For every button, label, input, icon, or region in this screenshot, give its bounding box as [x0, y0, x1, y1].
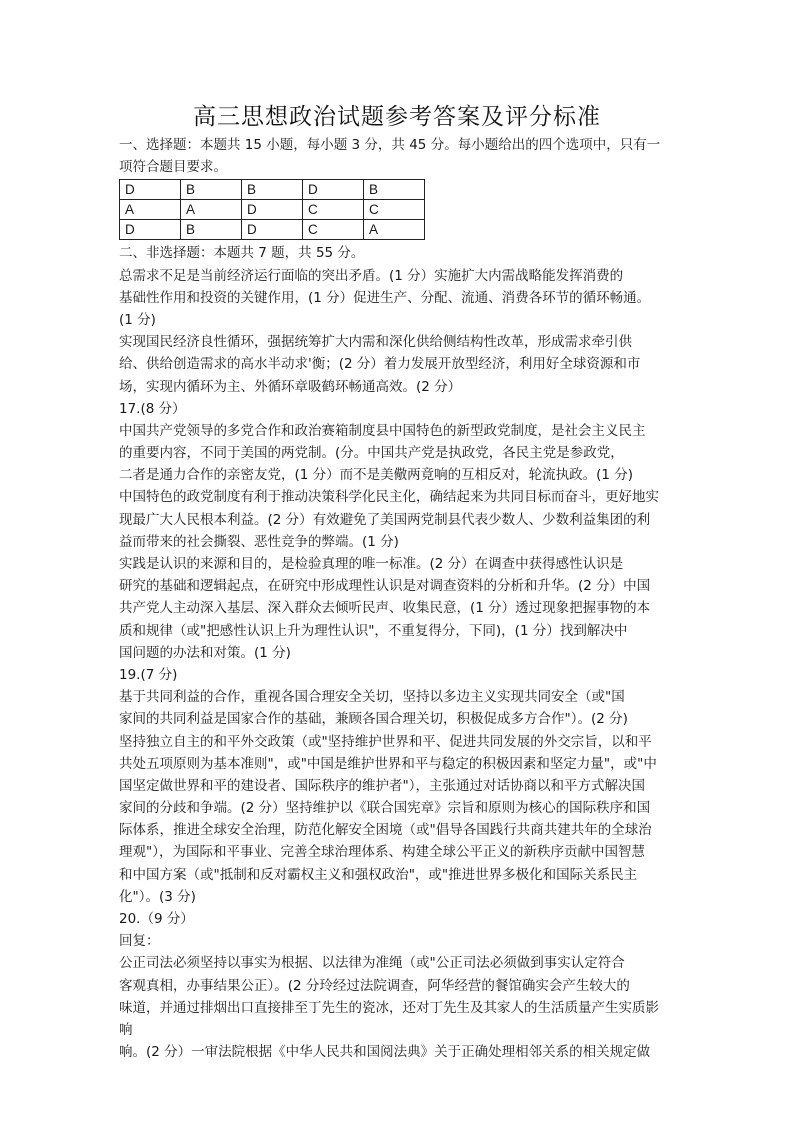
text-line: 给、供给创造需求的高水半动求'衡；(2 分）着力发展开放型经济，利用好全球资源和市 — [119, 356, 641, 373]
multiple-choice-answer-table — [119, 179, 425, 240]
text-line: 国坚定做世界和平的建设者、国际秩序的维护者"），主张通过对话协商以和平方式解决国 — [119, 777, 645, 794]
answer-cell: B — [364, 180, 425, 200]
text-line: 现最广大人民根本利益。(2 分）有效避免了美国两党制县代表少数人、少数利益集团的利 — [119, 511, 651, 528]
text-line: 际体系，推进全球安全治理，防范化解安全困境（或"倡导各国践行共商共建共年的全球治 — [119, 822, 652, 839]
answer-cell: A — [364, 220, 425, 240]
text-line: (1 分) — [119, 311, 156, 328]
text-line: 共产党人主动深入基层、深入群众去倾听民声、收集民意，(1 分）透过现象把握事物的本 — [119, 600, 651, 617]
text-line: 家间的共同利益是国家合作的基础，兼顾各国合理关切，积极促成多方合作"）。(2 分) — [119, 711, 628, 728]
text-line: 实现国民经济良性循环，强据统筹扩大内需和深化供给侧结构性改革，形成需求牵引供 — [119, 334, 632, 351]
answer-cell: B — [242, 180, 303, 200]
section1-heading-line1: 一、选择题：本题共 15 小题，每小题 3 分，共 45 分。每小题给出的四个选项中，只有一 — [119, 137, 661, 153]
text-line: 和中国方案（或"抵制和反对霸权主义和强权政治"，或"推进世界多极化和国际关系民主 — [119, 866, 638, 883]
text-line: 国问题的办法和对策。(1 分) — [119, 644, 291, 661]
text-line: 理观"），为国际和平事业、完善全球治理体系、构建全球公平正义的新秩序贡献中国智慧 — [119, 844, 645, 861]
text-line: 质和规律（或"把感性认识上升为理性认识"，不重复得分，下同)，(1 分）找到解决中 — [119, 622, 628, 639]
text-line: 响 — [119, 1021, 133, 1038]
text-line: 20.（9 分） — [119, 911, 194, 927]
text-line: 的重要内容，不同于美国的两党制。(分。中国共产党是执政党，各民主党是参政党， — [119, 445, 624, 462]
text-line: 中国特色的政党制度有利于推动决策科学化民主化，确结起来为共同目标而奋斗，更好地实 — [119, 489, 659, 506]
answer-cell: C — [303, 220, 364, 240]
table-row — [120, 180, 425, 200]
answer-cell: D — [242, 200, 303, 220]
text-line: 客观真相，办事结果公正）。(2 分玲经过法院调查，阿华经营的餐馆确实会产生较大的 — [119, 977, 630, 994]
text-line: 研究的基础和逻辑起点，在研究中形成理性认识是对调查资料的分析和升华。(2 分）中国 — [119, 578, 651, 595]
text-line: 二、非选择题：本题共 7 题，共 55 分。 — [119, 245, 365, 262]
answer-cell: C — [303, 200, 364, 220]
answer-cell: A — [181, 200, 242, 220]
table-row — [120, 200, 425, 220]
section2-text — [119, 242, 679, 1063]
text-line: 场，实现内循环为主、外循环章吸鹤环畅通高效。(2 分） — [119, 378, 462, 395]
text-line: 回复： — [119, 933, 160, 950]
answer-cell: C — [364, 200, 425, 220]
section1-heading-line2: 项符合题目要求。 — [119, 159, 227, 176]
text-line: 基础性作用和投资的关键作用，(1 分）促进生产、分配、流通、消费各环节的循环畅通。 — [119, 289, 651, 306]
answer-cell: D — [120, 180, 181, 200]
page-title: 高三思想政治试题参考答案及评分标准 — [193, 104, 601, 130]
document-body — [119, 134, 679, 1063]
text-line: 味道，并通过排烟出口直接排至丁先生的瓷冰，还对丁先生及其家人的生活质量产生实质影 — [119, 999, 659, 1016]
text-line: 19.(7 分) — [119, 666, 178, 683]
text-line: 总需求不足是当前经济运行面临的突出矛盾。(1 分）实施扩大内需战略能发挥消费的 — [119, 267, 624, 284]
answer-cell: D — [303, 180, 364, 200]
text-line: 公正司法必须坚持以事实为根据、以法律为准绳（或"公正司法必须做到事实认定符合 — [119, 955, 625, 972]
text-line: 益而带来的社会撕裂、恶性竞争的弊端。(1 分) — [119, 533, 399, 550]
text-line: 坚持独立自主的和平外交政策（或"坚持维护世界和平、促进共同发展的外交宗旨，以和平 — [119, 733, 652, 750]
answer-cell: B — [181, 220, 242, 240]
answer-cell: D — [242, 220, 303, 240]
text-line: 共处五项原则为基本准则"，或"中国是维护世界和平与稳定的积极因素和坚定力量"，或"中 — [119, 755, 657, 772]
text-line: 17.(8 分） — [119, 400, 186, 417]
text-line: 家间的分歧和争端。(2 分）坚持维护以《联合国宪章》宗旨和原则为核心的国际秩序和国 — [119, 800, 651, 817]
table-row — [120, 220, 425, 240]
answer-cell: B — [181, 180, 242, 200]
text-line: 响。(2 分）一审法院根据《中华人民共和国阅法典》关于正确处理相邻关系的相关规定做 — [119, 1044, 651, 1061]
text-line: 基于共同利益的合作，重视各国合理安全关切，坚持以多边主义实现共同安全（或"国 — [119, 689, 625, 706]
answer-cell: D — [120, 220, 181, 240]
text-line: 实践是认识的来源和目的，是检验真理的唯一标准。(2 分）在调查中获得感性认识是 — [119, 556, 624, 572]
text-line: 二者是通力合作的亲密友党，(1 分）而不是美儆两竟响的互相反对，轮流执政。(1 分) — [119, 467, 634, 484]
answer-cell: A — [120, 200, 181, 220]
text-line: 中国共产党领导的多党合作和政治赛箱制度县中国特色的新型政党制度，是社会主义民主 — [119, 422, 646, 439]
text-line: 化"）。(3 分) — [119, 888, 196, 905]
